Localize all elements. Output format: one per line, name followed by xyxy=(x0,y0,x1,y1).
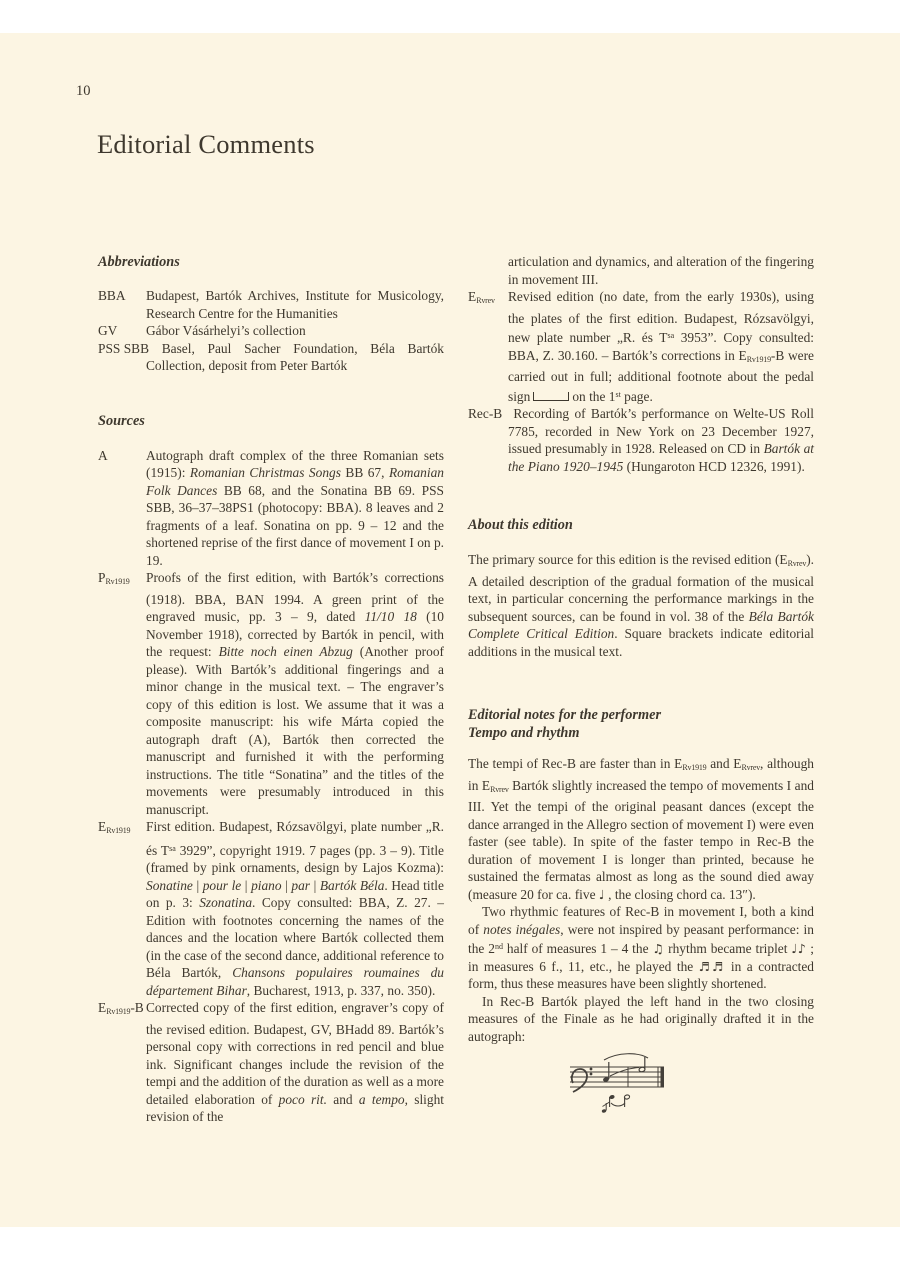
music-example-staff xyxy=(560,1053,680,1119)
abbreviation-label: PSS SBB xyxy=(98,340,149,356)
abbreviations-heading: Abbreviations xyxy=(98,254,180,270)
source-label: ERv1919-B xyxy=(98,1000,144,1016)
about-edition-heading: About this edition xyxy=(468,517,573,533)
entry-continuation: articulation and dynamics, and alteration of the fingering in movement III. xyxy=(508,254,814,287)
source-entry-recording xyxy=(468,405,814,475)
source-label: A xyxy=(98,447,108,463)
abbreviation-text: Gábor Vásárhelyi’s collection xyxy=(146,323,306,338)
tempo-paragraph-3: In Rec-B Bartók played the left hand in the two closing measures of the Finale as he had originally drafted it in the autograph: xyxy=(468,993,814,1044)
source-entry-A xyxy=(98,447,444,570)
source-entry-revised-edition xyxy=(468,288,814,405)
performer-heading-line1: Editorial notes for the performer xyxy=(468,707,662,723)
source-text: Autograph draft complex of the three Romanian sets (1915): Romanian Christmas Songs BB 67, Romanian Folk Dances BB 68, and the Sonatina BB 69. PSS SBB, 36–37–38PS1 (photocopy: BBA). 8 leaves and 2 fragments of a leaf. Sonatina on pp. 9 – 12 and the shortened reprise of the first dance of movement I on p. 19. xyxy=(146,447,444,568)
abbreviations-list xyxy=(98,287,444,375)
page-number: 10 xyxy=(76,83,91,99)
bass-clef-icon xyxy=(572,1068,593,1092)
tempo-paragraph-1: The tempi of Rec-B are faster than in ERv1919 and ERvrev, although in ERvrev Bartók slightly increased the tempo of movements I and III. Yet the tempi of the original peasant dances (except the dance arranged in the Allegro section of movement I) were even faster (see table). In spite of the faster tempo in Rec-B the duration of movement I is longer than printed, because he sustained the fermatas almost as long as the sound died away (measure 20 for ca. five ♩ , the closing chord ca. 13″). xyxy=(468,756,814,902)
page-title: Editorial Comments xyxy=(97,129,315,159)
abbreviation-text: Budapest, Bartók Archives, Institute for Musicology, Research Centre for the Humanities xyxy=(146,288,444,321)
source-text: Proofs of the first edition, with Bartók’s corrections (1918). BBA, BAN 1994. A green print of the engraved music, pp. 3 – 9, dated 11/10 18 (10 November 1918), corrected by Bartók in pencil, with the request: Bitte noch einen Abzug (Another proof please). With Bartók’s additional fingerings and a minor change in the musical text. – The engraver’s copy of this edition is lost. We assume that it was a composite manuscript: his wife Márta copied the autograph draft (A), Bartók then corrected the manuscript and furnished it with the performing instructions. The title “Sonatina” and the titles of the movements were presumably introduced in this manuscript. xyxy=(146,570,445,817)
left-column xyxy=(98,253,444,1126)
sources-list xyxy=(98,447,444,1126)
source-label: PRv1919 xyxy=(98,570,130,586)
source-label: ERv1919 xyxy=(98,819,131,835)
performer-heading-line2: Tempo and rhythm xyxy=(468,725,580,741)
source-label: Rec-B xyxy=(468,406,503,421)
performer-notes-body xyxy=(468,755,814,1045)
source-entry-proofs xyxy=(98,569,444,818)
source-text: Recording of Bartók’s performance on Welte-US Roll 7785, recorded in New York on 23 December 1927, issued presumably in 1928. Released on CD in Bartók at the Piano 1920–1945 (Hungaroton HCD 12326, 1991). xyxy=(508,406,814,474)
abbreviation-entry xyxy=(98,322,444,340)
sources-heading: Sources xyxy=(98,412,145,429)
source-entry-first-edition xyxy=(98,818,444,999)
performer-notes-heading xyxy=(468,706,814,742)
music-example xyxy=(560,1053,814,1124)
book-page xyxy=(0,33,900,1227)
source-entry-corrected-copy xyxy=(98,999,444,1126)
about-edition-paragraph: The primary source for this edition is the revised edition (ERvrev). A detailed description of the gradual formation of the musical text, in particular concerning the performance markings in the subsequent sources, can be found in vol. 38 of the Béla Bartók Complete Critical Edition. Square brackets indicate editorial additions in the musical text. xyxy=(468,552,814,659)
pedal-sign-icon xyxy=(533,392,569,401)
source-label: ERvrev xyxy=(468,289,495,305)
abbreviation-label: GV xyxy=(98,323,118,338)
abbreviation-label: BBA xyxy=(98,288,126,303)
abbreviation-text: Basel, Paul Sacher Foundation, Béla Bartók Collection, deposit from Peter Bartók xyxy=(146,340,444,373)
source-text: First edition. Budapest, Rózsavölgyi, plate number „R. és $T^{sa}$ 3929”, copyright 1919. 7 pages (pp. 3 – 9). Title (framed by pink ornaments, design by Lajos Kozma): Sonatine | pour le | piano | par | Bartók Béla. Head title on p. 3: Szonatina. Copy consulted: BBA, Z. 27. – Edition with footnotes concerning the names of the dances and the location where Bartók collected them (in the case of the second dance, additional reference to Béla Bartók, Chansons populaires roumaines du département Bihar, Bucharest, 1913, p. 337, no. 350). xyxy=(146,819,445,998)
abbreviation-entry xyxy=(98,287,444,322)
sources-list-continued xyxy=(468,288,814,475)
source-text: Revised edition (no date, from the early 1930s), using the plates of the first edition. Budapest, Rózsavölgyi, new plate number „R. és $T^{sa}$ 3953”. Copy consulted: BBA, Z. 30.160. – Bartók’s corrections in ERv1919-B were carried out in full; additional footnote about the pedal sign on the 1st page. xyxy=(508,289,814,404)
source-text: Corrected copy of the first edition, engraver’s copy of the revised edition. Budapest, GV, BHadd 89. Bartók’s personal copy with corrections in red pencil and blue ink. Significant changes include the revision of the tempi and the addition of the duration as well as a more detailed elaboration of poco rit. and a tempo, slight revision of the xyxy=(146,1000,445,1124)
right-column xyxy=(468,253,814,1124)
abbreviation-entry xyxy=(98,340,444,375)
tempo-paragraph-2: Two rhythmic features of Rec-B in movement I, both a kind of notes inégales, were not inspired by peasant performance: in the 2nd half of measures 1 – 4 the ♫ rhythm became triplet ♩♪ ; in measures 6 f., 11, etc., he played the ♬♬ in a contracted form, thus these measures have been slightly shortened. xyxy=(468,904,815,991)
